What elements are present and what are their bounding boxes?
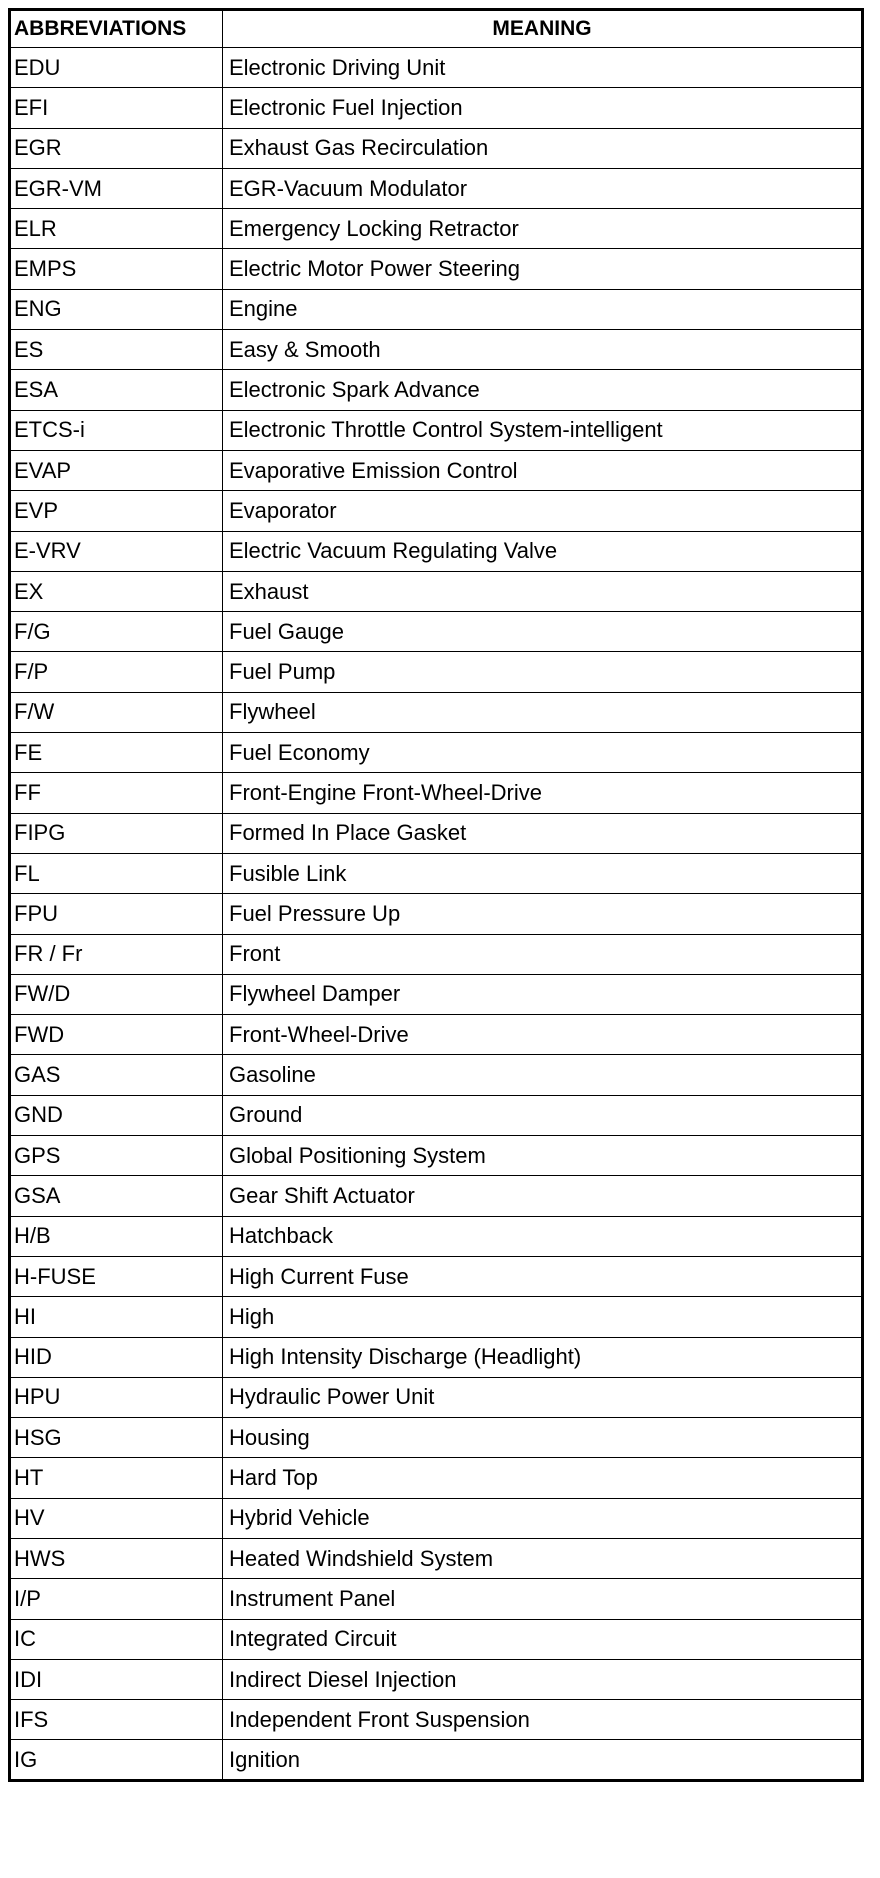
table-row [10, 1498, 863, 1538]
meaning-cell: Front-Engine Front-Wheel-Drive [223, 773, 863, 813]
table-row [10, 733, 863, 773]
abbreviation-cell: H/B [10, 1216, 223, 1256]
meaning-cell: Easy & Smooth [223, 330, 863, 370]
table-row [10, 853, 863, 893]
abbreviation-cell: GPS [10, 1136, 223, 1176]
abbreviation-cell: IG [10, 1740, 223, 1780]
meaning-cell: Flywheel [223, 692, 863, 732]
meaning-cell: Gear Shift Actuator [223, 1176, 863, 1216]
meaning-cell: Hard Top [223, 1458, 863, 1498]
column-header-meaning: MEANING [223, 10, 863, 48]
meaning-cell: Integrated Circuit [223, 1619, 863, 1659]
table-row [10, 1055, 863, 1095]
abbreviation-cell: FPU [10, 894, 223, 934]
table-row [10, 289, 863, 329]
table-row [10, 1256, 863, 1296]
meaning-cell: Hybrid Vehicle [223, 1498, 863, 1538]
meaning-cell: Evaporative Emission Control [223, 450, 863, 490]
table-row [10, 1337, 863, 1377]
meaning-cell: Housing [223, 1418, 863, 1458]
abbreviation-cell: HWS [10, 1538, 223, 1578]
table-row [10, 410, 863, 450]
abbreviation-cell: FR / Fr [10, 934, 223, 974]
table-row [10, 450, 863, 490]
abbreviations-table [8, 8, 864, 1782]
meaning-cell: Electronic Spark Advance [223, 370, 863, 410]
table-row [10, 934, 863, 974]
meaning-cell: Fuel Economy [223, 733, 863, 773]
table-row [10, 249, 863, 289]
abbreviation-cell: FW/D [10, 974, 223, 1014]
abbreviation-cell: F/P [10, 652, 223, 692]
meaning-cell: Fuel Pump [223, 652, 863, 692]
abbreviation-cell: HSG [10, 1418, 223, 1458]
meaning-cell: Exhaust [223, 571, 863, 611]
meaning-cell: Ground [223, 1095, 863, 1135]
abbreviation-cell: HID [10, 1337, 223, 1377]
abbreviation-cell: FE [10, 733, 223, 773]
abbreviation-cell: ES [10, 330, 223, 370]
column-header-abbreviations: ABBREVIATIONS [10, 10, 223, 48]
abbreviation-cell: EFI [10, 88, 223, 128]
meaning-cell: EGR-Vacuum Modulator [223, 168, 863, 208]
meaning-cell: Hatchback [223, 1216, 863, 1256]
meaning-cell: Electric Motor Power Steering [223, 249, 863, 289]
abbreviation-cell: IFS [10, 1700, 223, 1740]
table-row [10, 692, 863, 732]
table-row [10, 773, 863, 813]
abbreviation-cell: FF [10, 773, 223, 813]
table-row [10, 370, 863, 410]
abbreviation-cell: FWD [10, 1015, 223, 1055]
abbreviation-cell: EGR [10, 128, 223, 168]
table-row [10, 168, 863, 208]
meaning-cell: Electronic Driving Unit [223, 48, 863, 88]
table-row [10, 1216, 863, 1256]
abbreviation-cell: FL [10, 853, 223, 893]
meaning-cell: High Current Fuse [223, 1256, 863, 1296]
table-row [10, 48, 863, 88]
abbreviation-cell: EX [10, 571, 223, 611]
table-row [10, 330, 863, 370]
meaning-cell: Fusible Link [223, 853, 863, 893]
meaning-cell: Flywheel Damper [223, 974, 863, 1014]
meaning-cell: Hydraulic Power Unit [223, 1377, 863, 1417]
abbreviation-cell: HV [10, 1498, 223, 1538]
meaning-cell: Electronic Fuel Injection [223, 88, 863, 128]
abbreviation-cell: HPU [10, 1377, 223, 1417]
table-row [10, 1538, 863, 1578]
table-row [10, 652, 863, 692]
meaning-cell: Formed In Place Gasket [223, 813, 863, 853]
table-row [10, 1095, 863, 1135]
abbreviation-cell: HI [10, 1297, 223, 1337]
table-row [10, 571, 863, 611]
table-row [10, 974, 863, 1014]
abbreviation-cell: F/G [10, 612, 223, 652]
meaning-cell: Front [223, 934, 863, 974]
meaning-cell: Fuel Gauge [223, 612, 863, 652]
abbreviation-cell: EDU [10, 48, 223, 88]
table-row [10, 1176, 863, 1216]
table-row [10, 1297, 863, 1337]
meaning-cell: Front-Wheel-Drive [223, 1015, 863, 1055]
table-row [10, 1377, 863, 1417]
table-row [10, 531, 863, 571]
abbreviation-cell: EGR-VM [10, 168, 223, 208]
abbreviation-cell: H-FUSE [10, 1256, 223, 1296]
abbreviation-cell: E-VRV [10, 531, 223, 571]
table-row [10, 1458, 863, 1498]
table-body [10, 48, 863, 1781]
table-row [10, 1740, 863, 1780]
abbreviation-cell: ETCS-i [10, 410, 223, 450]
table-row [10, 88, 863, 128]
abbreviation-cell: ESA [10, 370, 223, 410]
meaning-cell: Electric Vacuum Regulating Valve [223, 531, 863, 571]
table-row [10, 612, 863, 652]
abbreviation-cell: ELR [10, 209, 223, 249]
table-row [10, 1619, 863, 1659]
abbreviation-cell: HT [10, 1458, 223, 1498]
abbreviation-cell: I/P [10, 1579, 223, 1619]
table-row [10, 209, 863, 249]
meaning-cell: Instrument Panel [223, 1579, 863, 1619]
table-row [10, 1015, 863, 1055]
abbreviation-cell: IDI [10, 1659, 223, 1699]
meaning-cell: Ignition [223, 1740, 863, 1780]
abbreviation-cell: F/W [10, 692, 223, 732]
meaning-cell: Gasoline [223, 1055, 863, 1095]
meaning-cell: Evaporator [223, 491, 863, 531]
abbreviation-cell: IC [10, 1619, 223, 1659]
table-row [10, 1659, 863, 1699]
table-header-row [10, 10, 863, 48]
table-row [10, 813, 863, 853]
abbreviation-cell: GAS [10, 1055, 223, 1095]
meaning-cell: High Intensity Discharge (Headlight) [223, 1337, 863, 1377]
meaning-cell: Exhaust Gas Recirculation [223, 128, 863, 168]
abbreviation-cell: EVP [10, 491, 223, 531]
table-row [10, 491, 863, 531]
meaning-cell: Global Positioning System [223, 1136, 863, 1176]
meaning-cell: Fuel Pressure Up [223, 894, 863, 934]
abbreviation-cell: GSA [10, 1176, 223, 1216]
abbreviation-cell: GND [10, 1095, 223, 1135]
table-row [10, 1700, 863, 1740]
meaning-cell: Electronic Throttle Control System-intelligent [223, 410, 863, 450]
abbreviation-cell: EMPS [10, 249, 223, 289]
table-row [10, 894, 863, 934]
abbreviation-cell: FIPG [10, 813, 223, 853]
meaning-cell: Engine [223, 289, 863, 329]
table-row [10, 1579, 863, 1619]
meaning-cell: High [223, 1297, 863, 1337]
meaning-cell: Emergency Locking Retractor [223, 209, 863, 249]
abbreviation-cell: ENG [10, 289, 223, 329]
meaning-cell: Independent Front Suspension [223, 1700, 863, 1740]
meaning-cell: Indirect Diesel Injection [223, 1659, 863, 1699]
table-row [10, 128, 863, 168]
table-row [10, 1418, 863, 1458]
abbreviation-cell: EVAP [10, 450, 223, 490]
table-row [10, 1136, 863, 1176]
meaning-cell: Heated Windshield System [223, 1538, 863, 1578]
